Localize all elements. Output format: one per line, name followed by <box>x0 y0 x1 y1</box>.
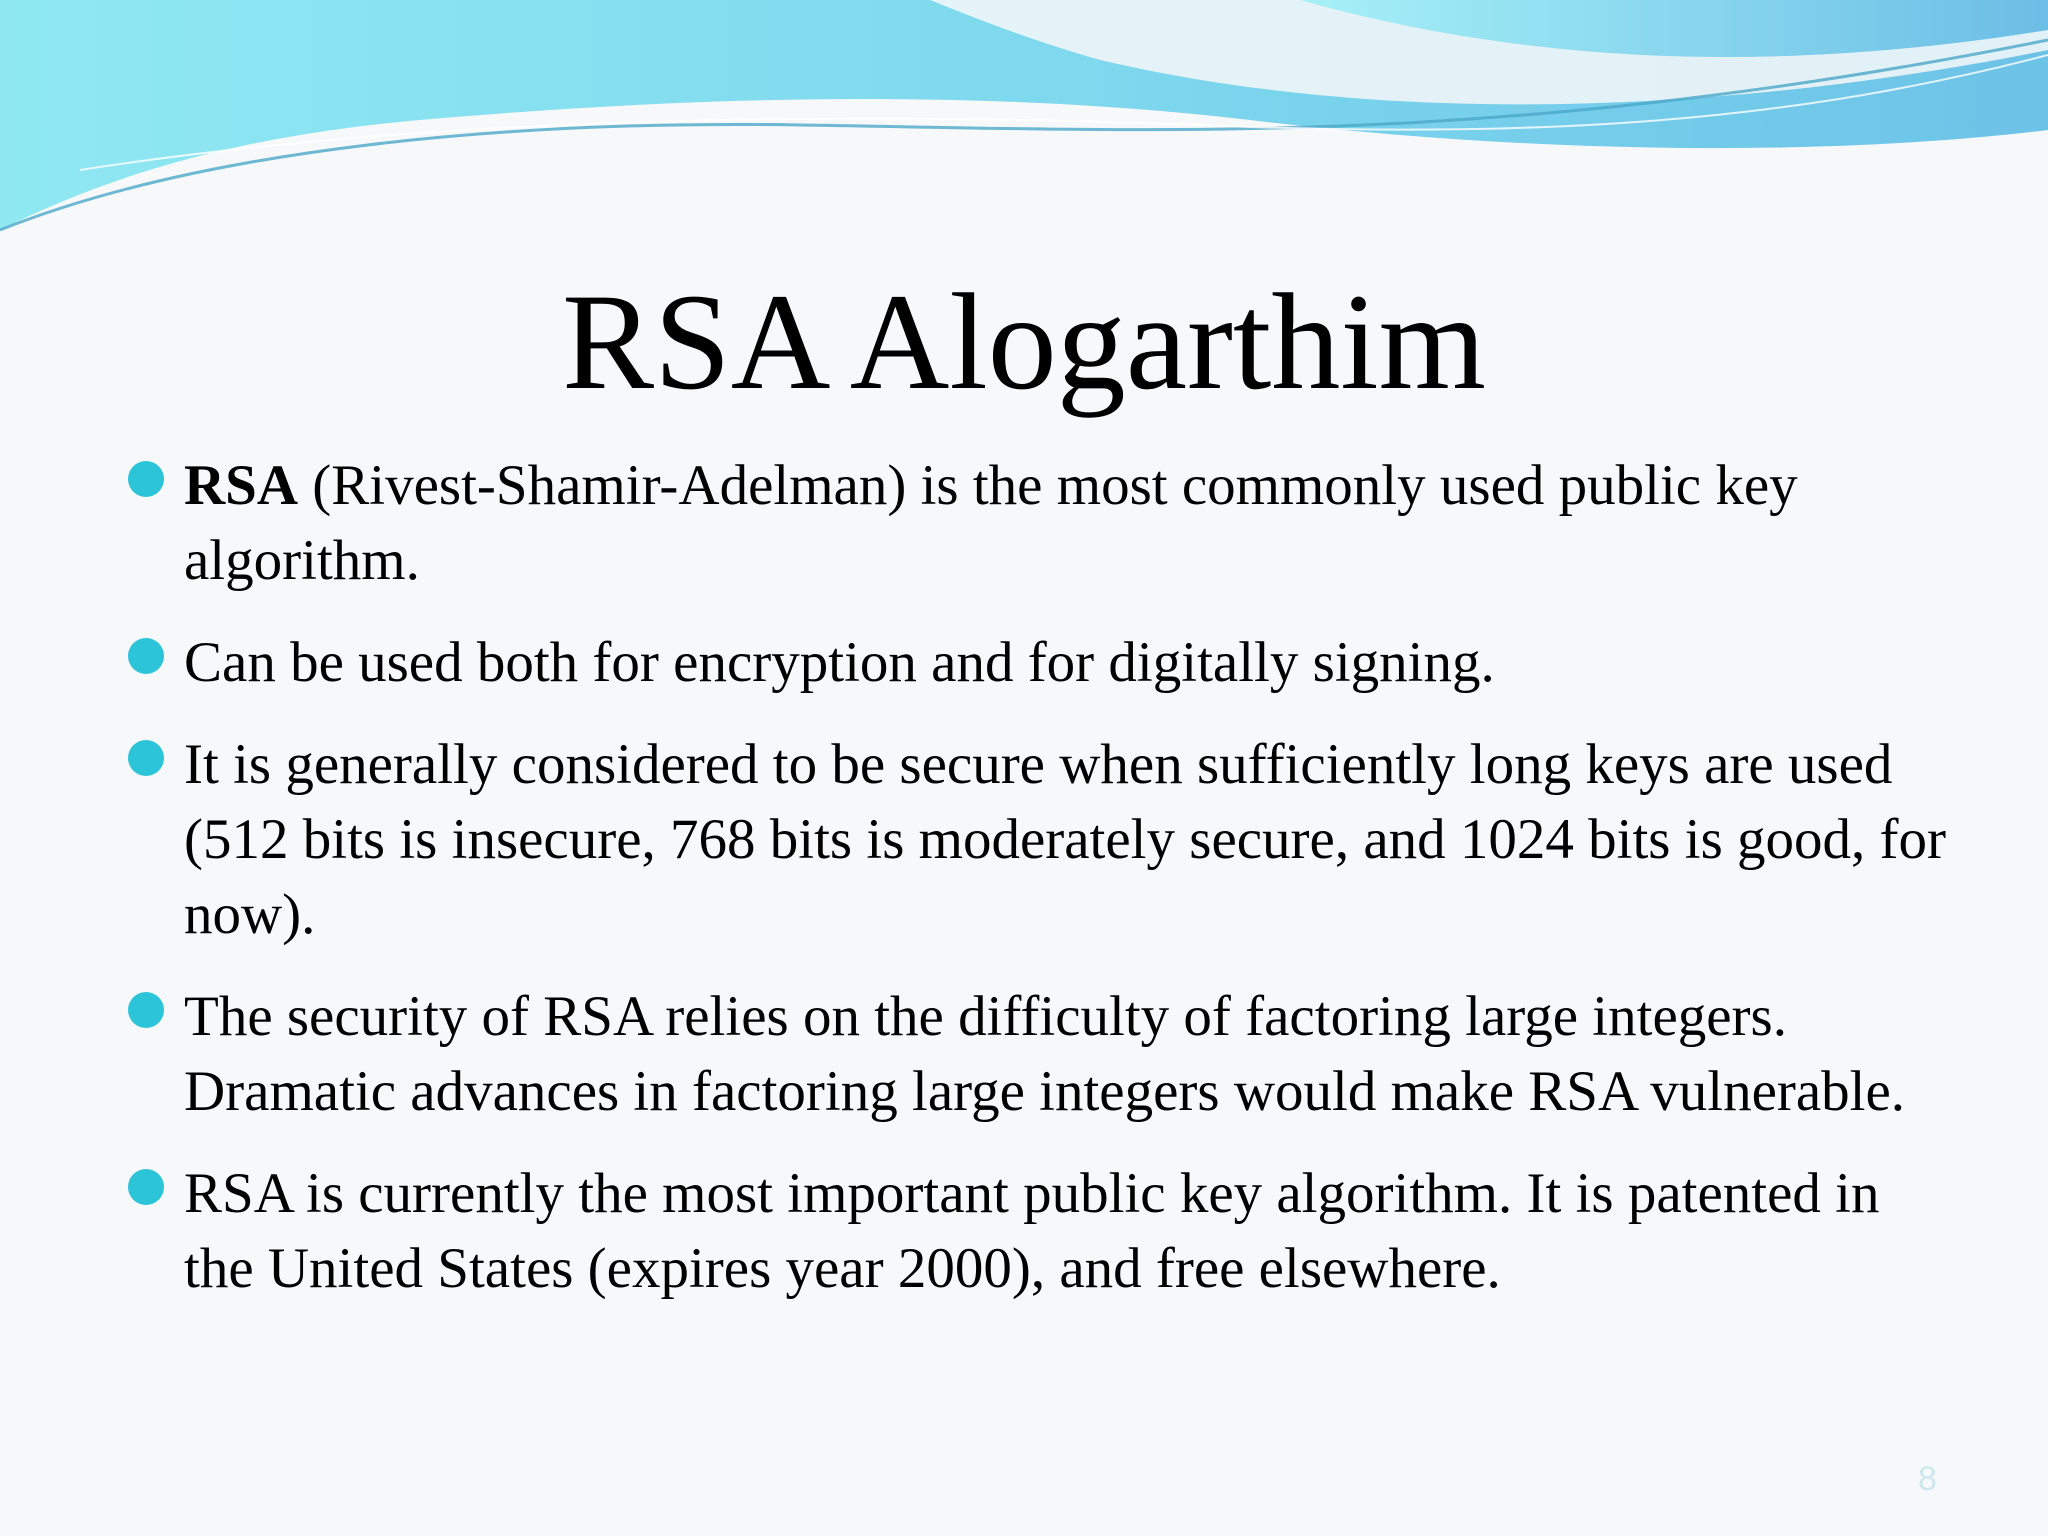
bullet-dot-icon <box>128 740 164 776</box>
slide-title: RSA Alogarthim <box>562 265 1486 418</box>
bullet-text: (Rivest-Shamir-Adelman) is the most commonly used public key algorithm. <box>184 454 1798 592</box>
bullet-dot-icon <box>128 461 164 497</box>
header-wave-decoration <box>0 0 2048 240</box>
bullet-text: It is generally considered to be secure when sufficiently long keys are used (512 bits is insecure, 768 bits is moderately secure, and 1024 bits is good, for now). <box>184 733 1946 946</box>
bullet-text: RSA is currently the most important public key algorithm. It is patented in the United States (expires year 2000), and free elsewhere. <box>184 1162 1880 1300</box>
bullet-item <box>128 448 1948 598</box>
page-number: 8 <box>1918 1460 1937 1498</box>
bullet-dot-icon <box>128 1169 164 1205</box>
bullet-item <box>128 625 1948 700</box>
bullet-item <box>128 727 1948 952</box>
bullet-item <box>128 979 1948 1129</box>
bullet-dot-icon <box>128 638 164 674</box>
bullet-lead-text: RSA <box>184 454 299 517</box>
bullet-text: The security of RSA relies on the difficulty of factoring large integers. Dramatic advances in factoring large integers would make RSA vulnerable. <box>184 985 1906 1123</box>
bullet-text: Can be used both for encryption and for digitally signing. <box>184 631 1495 694</box>
bullet-dot-icon <box>128 992 164 1028</box>
bullet-item <box>128 1156 1948 1306</box>
bullet-list <box>128 448 1948 1333</box>
